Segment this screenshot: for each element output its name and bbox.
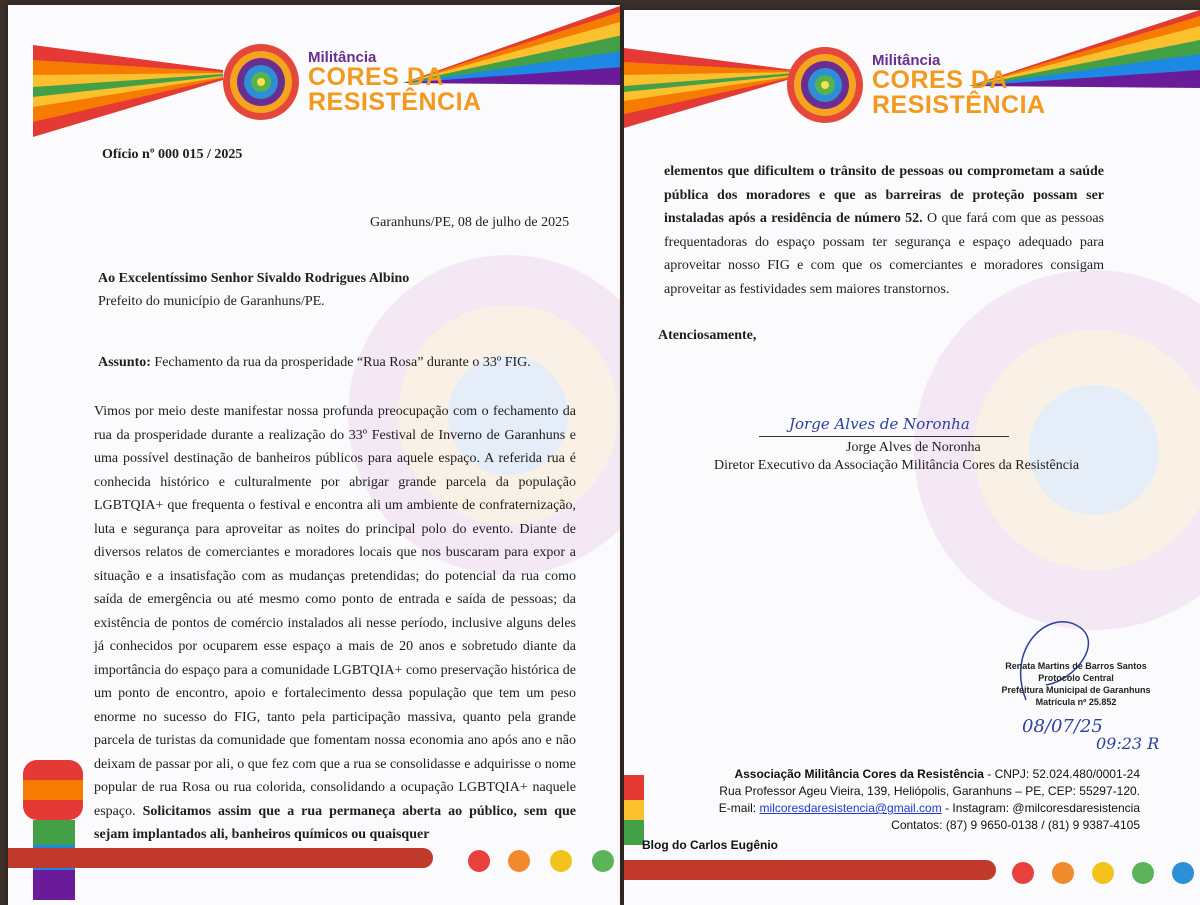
document-page-1: [8, 5, 620, 905]
watermark-credit: Blog do Carlos Eugênio: [642, 838, 779, 852]
logo-big-line2: RESISTÊNCIA: [308, 87, 482, 116]
stamp-name: Renata Martins de Barros Santos: [1005, 661, 1147, 671]
letter-continuation: [664, 160, 1104, 301]
stamp-matricula: Matrícula nº 25.852: [1035, 697, 1117, 707]
footer-email-label: E-mail:: [718, 801, 757, 815]
footer-dot-orange-icon: [508, 850, 530, 872]
subject-text: Fechamento da rua da prosperidade “Rua Rosa” durante o 33º FIG.: [154, 355, 531, 370]
stamp-org: Prefeitura Municipal de Garanhuns: [1001, 685, 1151, 695]
footer-dot-yellow-icon: [550, 850, 572, 872]
oficio-number: Ofício nº 000 015 / 2025: [102, 147, 243, 162]
continuation-bold: elementos que dificultem o trânsito de pessoas ou comprometam a saúde pública dos moradores e que as barreiras de proteção possam ser instaladas após a residência de número 52.: [664, 164, 1104, 226]
footer-dot-orange-icon: [1052, 862, 1074, 884]
subject-label: Assunto:: [98, 355, 151, 370]
footer-cnpj: - CNPJ: 52.024.480/0001-24: [987, 767, 1140, 781]
logo-small-text: Militância: [308, 48, 377, 66]
footer-bar: [8, 848, 433, 868]
organization-logo: [220, 41, 482, 123]
footer-dot-green-icon: [1132, 862, 1154, 884]
footer-instagram: - Instagram: @milcoresdaresistencia: [945, 801, 1140, 815]
recipient-name: Ao Excelentíssimo Senhor Sivaldo Rodrigues Albino: [98, 271, 410, 286]
flower-logo-icon: [220, 41, 302, 123]
signer-name: Jorge Alves de Noronha: [846, 440, 981, 455]
letterhead: [8, 5, 620, 145]
footer-bar: [624, 860, 996, 880]
logo-big-line1: CORES DA: [308, 62, 444, 91]
footer-contacts: Contatos: (87) 9 9650-0138 / (81) 9 9387-4105: [891, 818, 1140, 832]
flower-logo-icon: [784, 44, 866, 126]
footer-dot-blue-icon: [1172, 862, 1194, 884]
closing: Atenciosamente,: [658, 328, 757, 343]
continuation-normal: O que fará com que as pessoas frequentadoras do espaço possam ter segurança e espaço adequado para aproveitar nosso FIG e com que os comerciantes e moradores consigam aproveitar as festividades sem maiores transtornos.: [664, 211, 1105, 297]
footer-dot-red-icon: [468, 850, 490, 872]
raised-fist-icon: [624, 775, 644, 845]
footer-address: Rua Professor Ageu Vieira, 139, Heliópolis, Garanhuns – PE, CEP: 55297-120.: [719, 784, 1140, 798]
footer-dot-yellow-icon: [1092, 862, 1114, 884]
letter-body: [94, 400, 576, 847]
date-line: Garanhuns/PE, 08 de julho de 2025: [370, 215, 570, 230]
footer-org: Associação Militância Cores da Resistência: [734, 767, 984, 781]
raised-fist-icon: [8, 750, 98, 900]
logo-big-line1: CORES DA: [872, 65, 1008, 94]
signer-title: Diretor Executivo da Associação Militância Cores da Resistência: [714, 458, 1080, 473]
subject-line: [98, 355, 531, 371]
stamp-role: Protocolo Central: [1038, 673, 1114, 683]
letterhead: [624, 10, 1200, 150]
stamp-date-handwritten: 08/07/25: [1022, 716, 1103, 737]
letter-paragraph: Vimos por meio deste manifestar nossa profunda preocupação com o fechamento da rua da prosperidade durante a realização do 33º Festival de Inverno de Garanhuns e uma possível destinação de banheiros públicos para aquele espaço. A referida rua é conhecida histórico e culturalmente por abrigar grande parcela da população LGBTQIA+ que frequenta o festival e encontra ali um ambiente de confraternização, luta e segurança para aproveitar as noites do principal polo do evento. Diante de diversos relatos de comerciantes e moradores locais que nos buscaram para expor a situação e a insatisfação com as mudanças pretendidas; do potencial da rua como saída de emergência ou até mesmo como ponto de entrada e saída de pessoas; da existência de pontos de comércio instalados ali nesse período, inclusive alguns deles já conhecidos por ocuparem esse espaço a mais de 20 anos e sobretudo diante da importância do espaço para a comunidade LGBTQIA+ como preservação histórica de um ponto de encontro, apoio e fortalecimento dessa população que tem um peso enorme no sucesso do FIG, tanto pela participação massiva, quanto pela grande parcela de turistas da comunidade que fomentam nossa economia ano após ano e não deixam de passar por ali, o que fez com que a rua se consolidasse e adquirisse o nome popular de rua Rosa ou rua colorida, consolidando a ocupação LGBTQIA+ naquele espaço.: [94, 404, 576, 819]
signature-line: [759, 436, 1009, 437]
organization-logo: [784, 44, 1046, 126]
letter-request: Solicitamos assim que a rua permaneça aberta ao público, sem que sejam implantados ali, banheiros químicos ou quaisquer: [94, 803, 576, 842]
recipient-title: Prefeito do município de Garanhuns/PE.: [98, 294, 325, 309]
footer-dot-red-icon: [1012, 862, 1034, 884]
logo-big-line2: RESISTÊNCIA: [872, 90, 1046, 119]
footer-email-link[interactable]: milcoresdaresistencia@gmail.com: [759, 801, 942, 815]
signature: Jorge Alves de Noronha: [789, 415, 970, 433]
footer-contact-block: [719, 766, 1140, 834]
protocol-stamp: [996, 660, 1156, 708]
rainbow-ribbon-left-icon: [33, 45, 223, 137]
document-page-2: [624, 10, 1200, 905]
stamp-time-handwritten: 09:23 R: [1096, 734, 1160, 753]
logo-small-text: Militância: [872, 51, 941, 69]
rainbow-ribbon-left-icon: [624, 48, 794, 128]
footer-dot-green-icon: [592, 850, 614, 872]
